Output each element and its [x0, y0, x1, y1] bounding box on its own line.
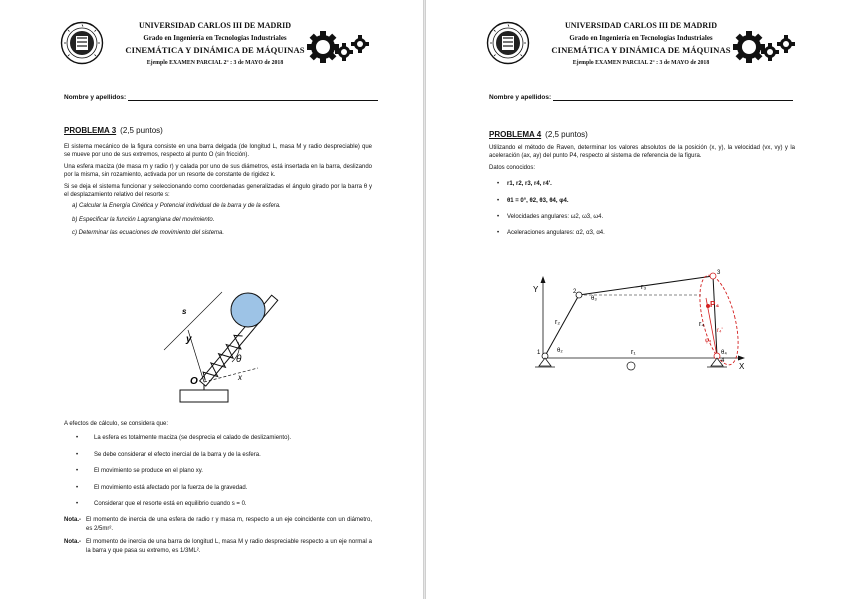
problem4-title	[489, 130, 588, 139]
problem3-paragraph-3: Si se deja el sistema funcionar y seleccionando como coordenadas generalizadas el ángulo girado por la barra θ y el desplazamiento relativo del resorte s:	[64, 183, 372, 199]
problem3-heading: PROBLEMA 3	[64, 126, 117, 135]
list-item: • El movimiento se produce en el plano xy.	[76, 468, 203, 475]
figure-label-theta: θ	[236, 354, 242, 365]
problem3-points: (2,5 puntos)	[120, 126, 163, 135]
problem4-mechanism-figure	[531, 262, 761, 380]
degree-name: Grado en Ingeniería en Tecnologías Industriales	[143, 34, 287, 42]
problem3-figure	[140, 270, 290, 410]
name-line	[128, 93, 378, 101]
figure-label-x: x	[238, 373, 242, 382]
degree-name: Grado en Ingeniería en Tecnologías Industriales	[569, 34, 713, 42]
problem3-assumptions	[64, 420, 372, 560]
label-r4: r₄	[699, 321, 705, 328]
university-logo	[60, 21, 104, 70]
header-block	[536, 20, 746, 69]
label-p4: P₄	[710, 300, 720, 309]
label-joint-2: 2	[573, 289, 577, 295]
list-item: • Velocidades angulares: ω2, ω3, ω4.	[496, 214, 604, 221]
problem3-question-c: c) Determinar las ecuaciones de movimiento del sistema.	[72, 230, 225, 237]
name-label: Nombre y apellidos:	[64, 94, 127, 101]
course-name: CINEMÁTICA Y DINÁMICA DE MÁQUINAS	[125, 45, 305, 55]
label-joint-1: 1	[537, 350, 541, 356]
label-joint-4: 4	[721, 358, 725, 364]
list-item: • θ1 = 0°, θ2, θ3, θ4, φ4.	[496, 197, 569, 204]
course-name: CINEMÁTICA Y DINÁMICA DE MÁQUINAS	[551, 45, 731, 55]
gears-icon	[733, 30, 797, 69]
exam-date: Ejemplo EXAMEN PARCIAL 2° : 3 de MAYO de 2018	[146, 60, 284, 66]
axis-label-x: X	[739, 362, 745, 371]
label-theta3: θ₃	[591, 296, 597, 302]
problem4-points: (2,5 puntos)	[545, 130, 588, 139]
figure-label-s: s	[182, 307, 187, 316]
problem3-statement	[64, 143, 372, 243]
university-name: UNIVERSIDAD CARLOS III DE MADRID	[138, 21, 292, 30]
name-line	[553, 93, 793, 101]
university-logo	[486, 21, 530, 70]
list-item: • r1, r2, r3, r4, r4'.	[496, 181, 552, 188]
university-name: UNIVERSIDAD CARLOS III DE MADRID	[564, 21, 718, 30]
problem4-heading: PROBLEMA 4	[489, 130, 542, 139]
list-item: • Se debe considerar el efecto inercial de la barra y de la esfera.	[76, 451, 261, 458]
label-joint-3: 3	[717, 270, 721, 276]
label-theta2: θ₂	[557, 348, 563, 354]
list-item: • La esfera es totalmente maciza (se desprecia el calado de deslizamiento).	[76, 435, 292, 442]
name-label: Nombre y apellidos:	[489, 94, 552, 101]
header-block	[110, 20, 320, 69]
label-theta4: θ₄	[721, 350, 727, 356]
nota-1: Nota.- El momento de inercia de una esfera de radio r y masa m, respecto a un eje coincidente con un diámetro, es 2/5mr².	[64, 517, 372, 532]
problem3-question-a: a) Calcular la Energía Cinética y Potencial individual de la barra y de la esfera.	[72, 203, 281, 210]
exam-page-right	[425, 0, 848, 599]
figure-label-y: y	[186, 334, 192, 345]
name-field-row	[64, 93, 378, 101]
problem4-paragraph-1: Utilizando el método de Raven, determinar los valores absolutos de la posición (x, y), la velocidad (vx, vy) y la aceleración (ax, ay) del punto P4, respecto al sistema de referencia de la figura.	[489, 145, 795, 160]
gears-icon	[307, 30, 371, 69]
problem3-question-b: b) Especificar la función Lagrangiana del movimiento.	[72, 216, 215, 223]
problem3-paragraph-1: El sistema mecánico de la figura consiste en una barra delgada (de longitud L, masa M y radio despreciable) que se mueve por uno de sus extremos, respecto al punto O (sin fricción).	[64, 144, 372, 159]
calc-intro: A efectos de cálculo, se considera que:	[64, 421, 169, 427]
figure-label-o: O	[190, 376, 198, 387]
problem4-statement	[489, 144, 795, 246]
datos-label: Datos conocidos:	[489, 164, 536, 171]
label-r3: r₃	[641, 284, 647, 291]
label-r4-prime: r₄'	[717, 328, 723, 334]
name-field-row	[489, 93, 793, 101]
list-item: • Aceleraciones angulares: α2, α3, α4.	[496, 230, 605, 237]
problem3-title	[64, 126, 163, 135]
list-item: • Considerar que el resorte está en equilibrio cuando s = 0.	[76, 501, 247, 508]
label-phi4: φ₄	[705, 338, 712, 344]
nota-2: Nota.- El momento de inercia de una barra de longitud L, masa M y radio despreciable respecto a un eje normal a la barra y que pasa su extremo, es 1/3ML².	[64, 539, 372, 554]
label-r2: r₂	[555, 319, 561, 326]
list-item: • El movimiento está afectado por la fuerza de la gravedad.	[76, 484, 248, 491]
exam-date: Ejemplo EXAMEN PARCIAL 2° : 3 de MAYO de 2018	[572, 60, 710, 66]
problem3-paragraph-2: Una esfera maciza (de masa m y radio r) y calada por uno de sus diámetros, está insertada en la barra, deslizando por la misma, sin rozamiento, activada por un resorte de constante de rigidez k.	[64, 163, 372, 179]
label-r1: r₁	[631, 349, 636, 356]
axis-label-y: Y	[533, 285, 539, 294]
